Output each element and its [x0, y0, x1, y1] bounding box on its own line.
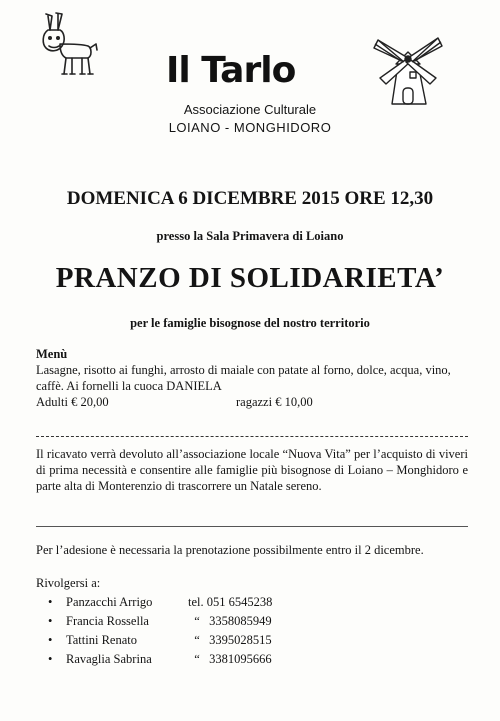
price-kids: ragazzi € 10,00 [236, 395, 313, 409]
event-date: DOMENICA 6 DICEMBRE 2015 ORE 12,30 [66, 188, 434, 209]
list-item [48, 631, 468, 650]
event-title: PRANZO DI SOLIDARIETA’ [55, 262, 445, 294]
contact-label: Rivolgersi a: [36, 576, 101, 590]
org-place: LOIANO - MONGHIDORO [168, 120, 332, 135]
donkey-icon [36, 10, 100, 82]
event-venue: presso la Sala Primavera di Loiano [156, 229, 344, 243]
dashed-divider [36, 436, 468, 437]
contact-phone: “ 3395028515 [188, 633, 272, 647]
price-adults: Adulti € 20,00 [36, 395, 109, 409]
contact-name: Ravaglia Sabrina [66, 652, 152, 666]
contact-name: Francia Rossella [66, 614, 149, 628]
event-subtitle: per le famiglie bisognose del nostro territorio [130, 316, 370, 330]
contact-phone: “ 3381095666 [188, 652, 272, 666]
org-name: Associazione Culturale [183, 102, 317, 117]
menu-text: Lasagne, risotto ai funghi, arrosto di maiale con patate al forno, dolce, acqua, vino, caffè. Ai fornelli la cuoca DANIELA [36, 363, 451, 393]
il-tarlo-logo [160, 50, 340, 96]
contact-phone: tel. 051 6545238 [188, 595, 273, 609]
list-item [48, 593, 468, 612]
logo-text: Il Tarlo [166, 50, 296, 91]
list-item [48, 650, 468, 669]
bullet-icon: • [48, 633, 53, 647]
menu-section [36, 346, 466, 410]
bullet-icon: • [48, 652, 53, 666]
menu-heading: Menù [36, 347, 68, 361]
list-item [48, 612, 468, 631]
contact-name: Tattini Renato [66, 633, 137, 647]
booking-text: Per l’adesione è necessaria la prenotazione possibilmente entro il 2 dicembre. [36, 543, 424, 557]
bullet-icon: • [48, 595, 53, 609]
solid-divider [36, 526, 468, 527]
contact-list [48, 593, 468, 669]
donation-text: Il ricavato verrà devoluto all’associazione locale “Nuova Vita” per l’acquisto di viveri di prima necessità e consentire alle famiglie più bisognose di Loiano – Monghidoro e parte alta di Monterenzio di trascorrere un Natale sereno. [36, 447, 468, 493]
windmill-icon [370, 30, 446, 108]
prices [36, 394, 466, 410]
contact-name: Panzacchi Arrigo [66, 595, 153, 609]
contact-phone: “ 3358085949 [188, 614, 272, 628]
bullet-icon: • [48, 614, 53, 628]
